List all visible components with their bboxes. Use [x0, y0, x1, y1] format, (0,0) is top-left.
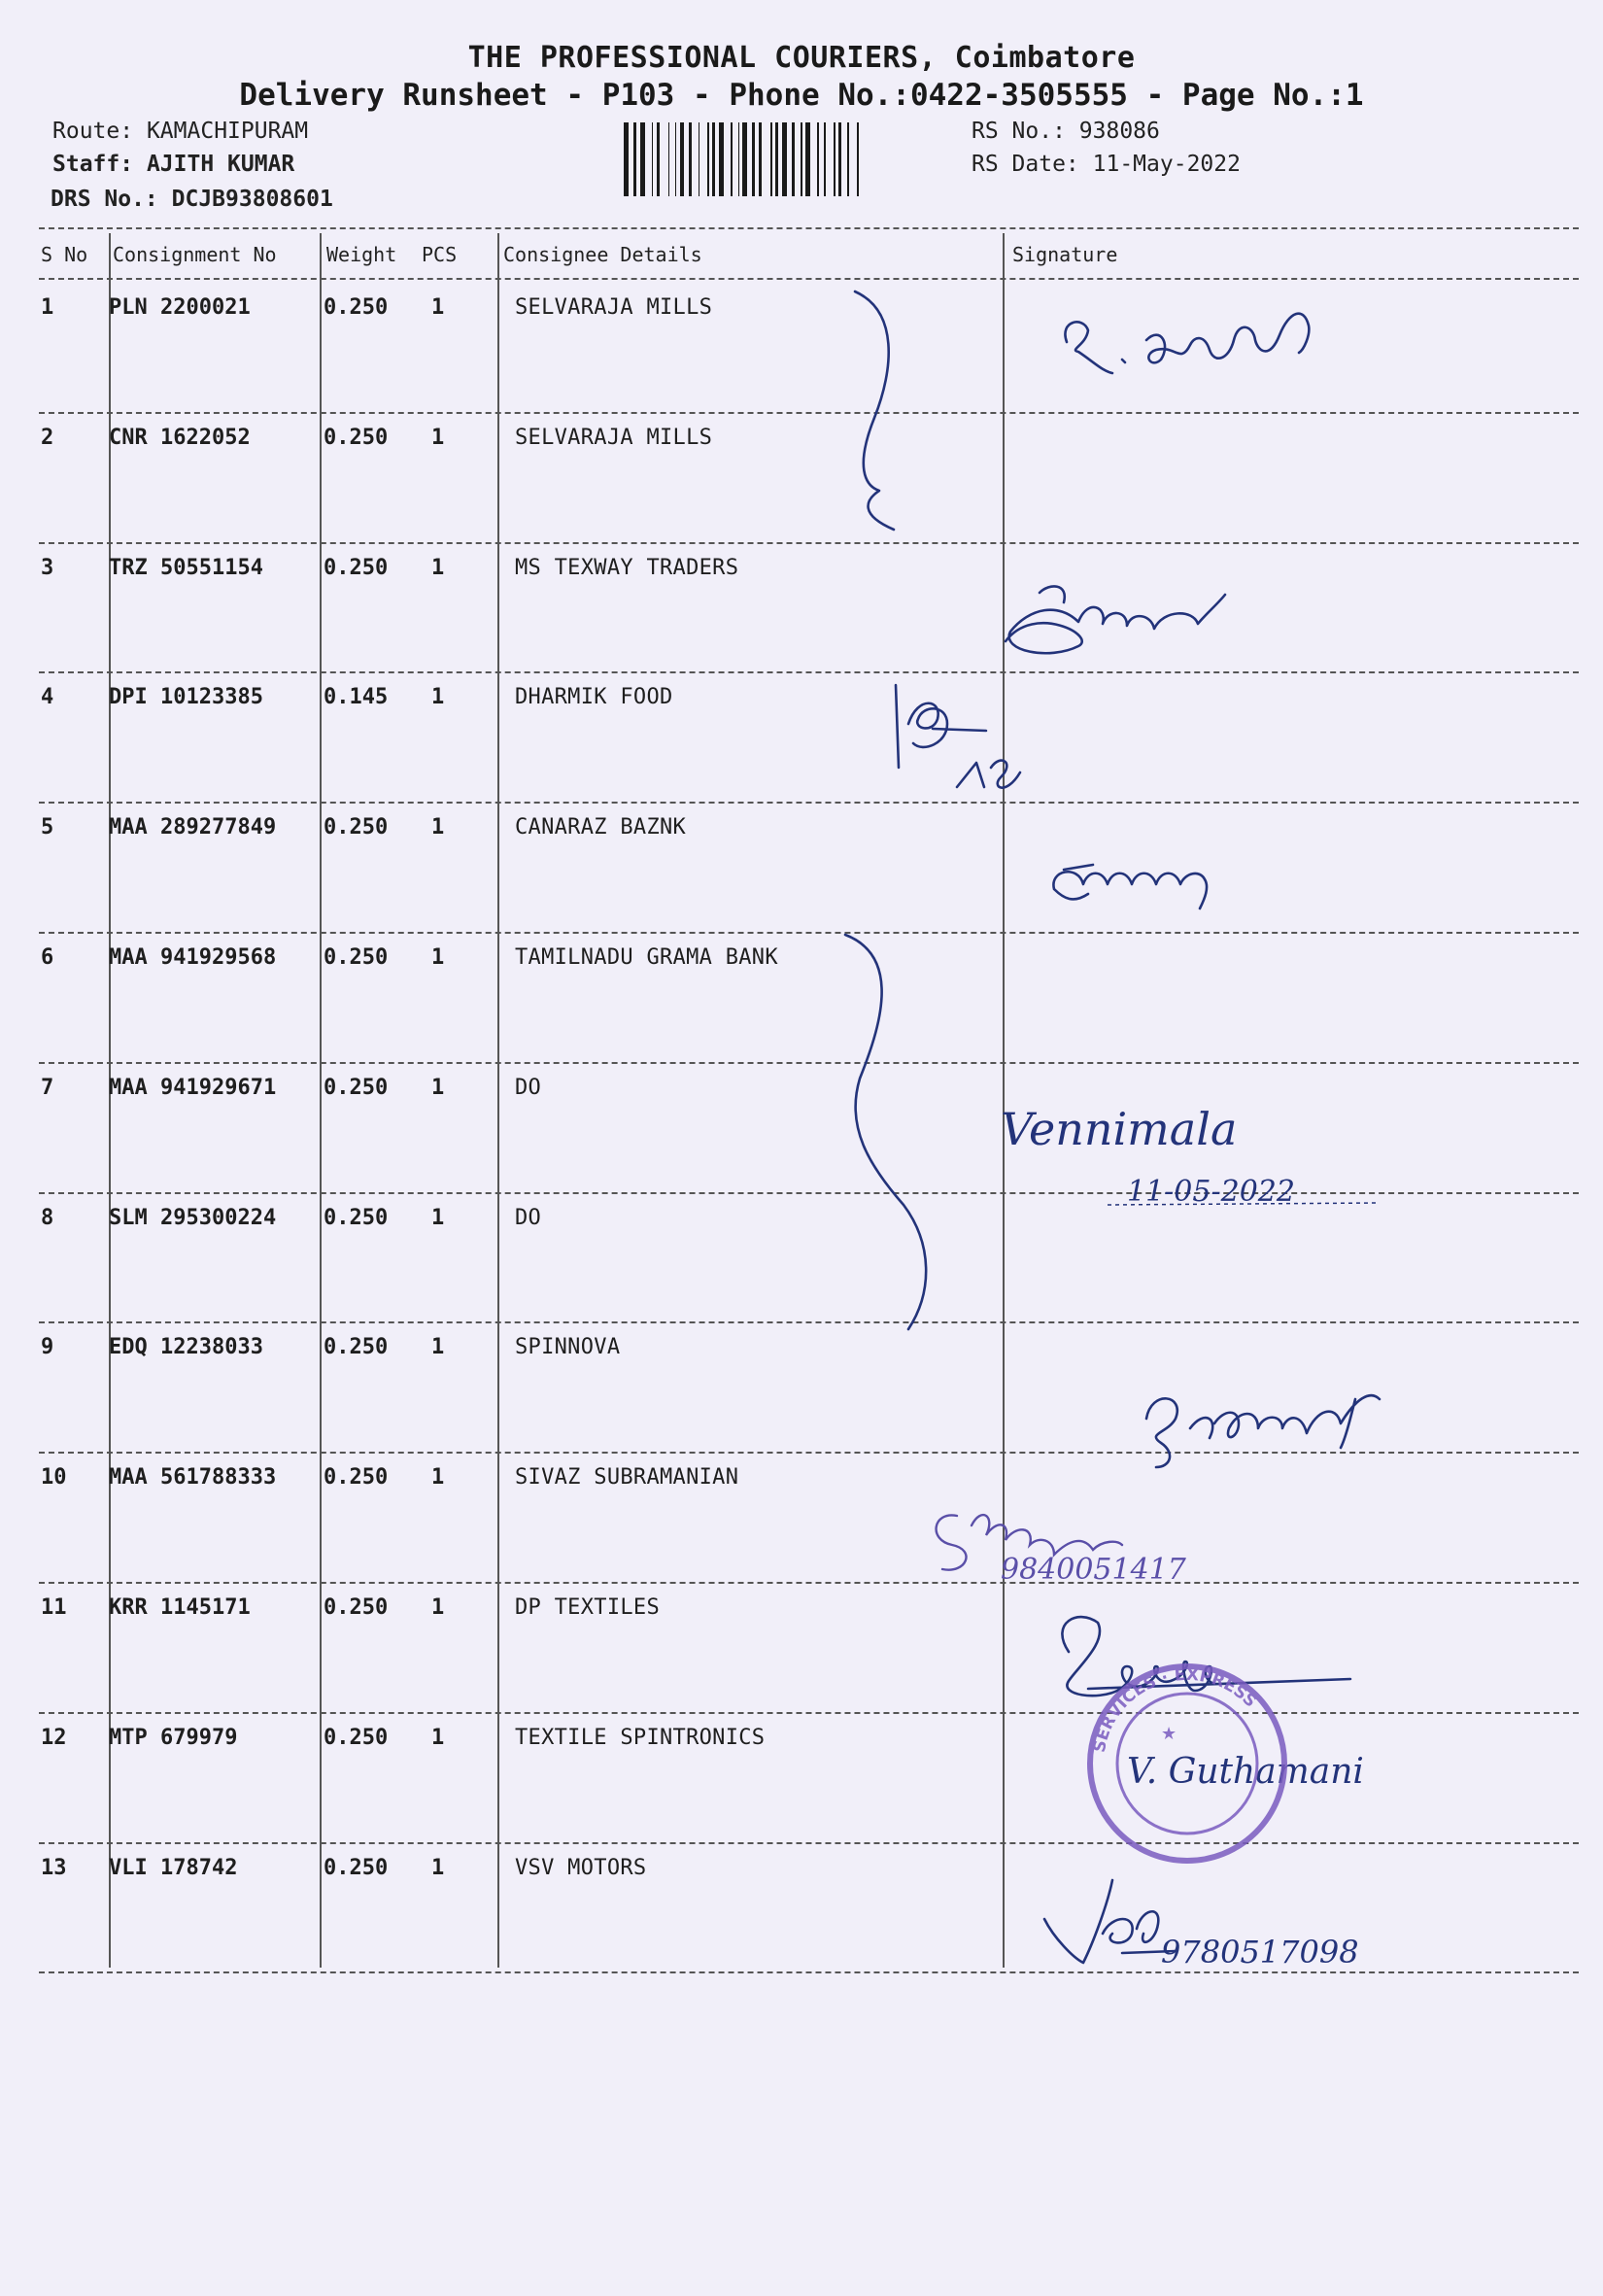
row-separator	[39, 1192, 1579, 1194]
rs-date-value: 11-May-2022	[1092, 152, 1241, 177]
row-consignment-no: MAA 941929568	[109, 945, 277, 970]
row-sno: 5	[41, 815, 54, 840]
row-weight: 0.250	[324, 425, 389, 450]
row-consignee: SELVARAJA MILLS	[515, 425, 713, 450]
stamp-star-icon: ★	[1161, 1724, 1177, 1744]
row-weight: 0.250	[324, 1335, 389, 1360]
row-weight: 0.145	[324, 685, 389, 710]
row-weight: 0.250	[324, 1075, 389, 1100]
row-weight: 0.250	[324, 1725, 389, 1750]
sig-row-4	[896, 685, 1020, 788]
route-label: Route:	[52, 119, 134, 144]
row-weight: 0.250	[324, 945, 389, 970]
company-title: THE PROFESSIONAL COURIERS, Coimbatore	[467, 41, 1136, 75]
barcode-bar	[640, 122, 645, 196]
barcode	[624, 122, 904, 196]
row-consignment-no: MAA 561788333	[109, 1465, 277, 1491]
row-consignee: SELVARAJA MILLS	[515, 295, 713, 320]
row-sno: 12	[41, 1725, 67, 1750]
row-weight: 0.250	[324, 1855, 389, 1880]
row-consignment-no: MAA 941929671	[109, 1075, 277, 1100]
row-pcs: 1	[431, 1075, 445, 1100]
staff-label: Staff:	[52, 152, 134, 177]
row-consignee: SIVAZ SUBRAMANIAN	[515, 1465, 739, 1491]
barcode-bar	[770, 122, 772, 196]
barcode-bar	[652, 122, 654, 196]
row-consignee: DP TEXTILES	[515, 1595, 660, 1620]
route-info	[52, 119, 308, 144]
brace-rows-1-2	[855, 291, 894, 530]
row-sno: 11	[41, 1595, 67, 1620]
sig-row-13	[1044, 1880, 1176, 1963]
col-sno: S No	[41, 243, 88, 266]
row-consignment-no: PLN 2200021	[109, 295, 251, 320]
rs-date-label: RS Date:	[972, 152, 1079, 177]
staff-info	[52, 152, 294, 177]
row-consignee: DHARMIK FOOD	[515, 685, 673, 710]
sig-row-3	[1006, 586, 1225, 653]
row-pcs: 1	[431, 1205, 445, 1230]
rs-no-info	[972, 119, 1160, 144]
barcode-bar	[624, 122, 629, 196]
row-separator	[39, 1452, 1579, 1454]
row-pcs: 1	[431, 1855, 445, 1880]
row-pcs: 1	[431, 945, 445, 970]
row-sno: 4	[41, 685, 54, 710]
brace-rows-6-8	[845, 935, 926, 1329]
row-consignee: SPINNOVA	[515, 1335, 621, 1360]
col-rule-1	[109, 233, 111, 1968]
barcode-bar	[657, 122, 660, 196]
barcode-bar	[680, 122, 685, 196]
table-top-rule	[39, 227, 1579, 229]
col-weight: Weight	[326, 243, 397, 266]
row-weight: 0.250	[324, 555, 389, 580]
row-consignee: DO	[515, 1205, 542, 1230]
date-underline	[1108, 1203, 1380, 1205]
barcode-bar	[668, 122, 670, 196]
row-pcs: 1	[431, 295, 445, 320]
col-rule-4	[1003, 233, 1005, 1968]
barcode-bar	[834, 122, 836, 196]
barcode-bar	[633, 122, 636, 196]
drs-info	[51, 187, 333, 212]
row-consignee: MS TEXWAY TRADERS	[515, 555, 739, 580]
barcode-bar	[719, 122, 724, 196]
sig-row-7-name: Vennimala	[1001, 1103, 1238, 1155]
row-separator	[39, 542, 1579, 544]
row-sno: 6	[41, 945, 54, 970]
route-value: KAMACHIPURAM	[146, 119, 309, 144]
barcode-bar	[817, 122, 819, 196]
col-rule-3	[497, 233, 499, 1968]
sig-row-9	[1146, 1395, 1380, 1467]
row-separator	[39, 1582, 1579, 1584]
sig-row-10	[937, 1515, 1122, 1570]
rs-no-label: RS No.:	[972, 119, 1066, 144]
barcode-bar	[738, 122, 740, 196]
header-bottom-rule	[39, 278, 1579, 280]
row-separator	[39, 1712, 1579, 1714]
sig-row-12-name: V. Guthamani	[1127, 1752, 1364, 1792]
row-pcs: 1	[431, 1725, 445, 1750]
barcode-bar	[801, 122, 802, 196]
row-sno: 9	[41, 1335, 54, 1360]
row-separator	[39, 932, 1579, 934]
barcode-bar	[857, 122, 859, 196]
row-sno: 1	[41, 295, 54, 320]
row-weight: 0.250	[324, 295, 389, 320]
barcode-bar	[759, 122, 762, 196]
row-sno: 10	[41, 1465, 67, 1491]
row-pcs: 1	[431, 1595, 445, 1620]
barcode-bar	[805, 122, 810, 196]
row-separator	[39, 802, 1579, 804]
row-separator	[39, 412, 1579, 414]
barcode-bar	[792, 122, 795, 196]
drs-label: DRS No.:	[51, 187, 158, 212]
row-consignment-no: DPI 10123385	[109, 685, 263, 710]
col-consignment: Consignment No	[113, 243, 277, 266]
company-stamp	[1090, 1665, 1284, 1861]
row-sno: 2	[41, 425, 54, 450]
row-consignment-no: EDQ 12238033	[109, 1335, 263, 1360]
barcode-bar	[847, 122, 849, 196]
staff-value: AJITH KUMAR	[146, 152, 295, 177]
stamp-text: SERVICES · EXPRESS	[1089, 1664, 1261, 1755]
row-pcs: 1	[431, 1465, 445, 1491]
row-weight: 0.250	[324, 1465, 389, 1491]
row-sno: 7	[41, 1075, 54, 1100]
row-separator	[39, 1321, 1579, 1323]
col-consignee: Consignee Details	[503, 243, 702, 266]
sig-row-5	[1053, 865, 1207, 908]
row-separator	[39, 1842, 1579, 1844]
row-sno: 3	[41, 555, 54, 580]
row-weight: 0.250	[324, 815, 389, 840]
barcode-bar	[775, 122, 778, 196]
row-consignment-no: CNR 1622052	[109, 425, 251, 450]
row-pcs: 1	[431, 815, 445, 840]
row-pcs: 1	[431, 685, 445, 710]
barcode-bar	[707, 122, 709, 196]
row-pcs: 1	[431, 1335, 445, 1360]
sig-row-13-phone: 9780517098	[1161, 1934, 1359, 1970]
row-consignment-no: MTP 679979	[109, 1725, 238, 1750]
sig-row-10-phone: 9840051417	[1001, 1553, 1186, 1587]
row-weight: 0.250	[324, 1595, 389, 1620]
svg-text:SERVICES · EXPRESS	[1090, 1665, 1260, 1754]
rs-no-value: 938086	[1078, 119, 1160, 144]
col-rule-2	[320, 233, 322, 1968]
row-consignee: DO	[515, 1075, 542, 1100]
row-consignment-no: TRZ 50551154	[109, 555, 263, 580]
barcode-bar	[699, 122, 700, 196]
sig-row-1	[1065, 314, 1309, 373]
row-weight: 0.250	[324, 1205, 389, 1230]
col-pcs: PCS	[422, 243, 458, 266]
sig-row-11	[1062, 1617, 1350, 1696]
barcode-bar	[824, 122, 826, 196]
row-consignee: TAMILNADU GRAMA BANK	[515, 945, 778, 970]
barcode-bar	[782, 122, 787, 196]
row-consignee: VSV MOTORS	[515, 1855, 647, 1880]
row-consignment-no: MAA 289277849	[109, 815, 277, 840]
runsheet-subtitle: Delivery Runsheet - P103 - Phone No.:0422-3505555 - Page No.:1	[239, 78, 1364, 113]
barcode-bar	[838, 122, 841, 196]
row-pcs: 1	[431, 425, 445, 450]
barcode-bar	[675, 122, 677, 196]
sig-row-7-date: 11-05-2022	[1127, 1175, 1295, 1209]
drs-value: DCJB93808601	[171, 187, 333, 212]
rs-date-info	[972, 152, 1241, 177]
row-separator	[39, 1062, 1579, 1064]
col-signature: Signature	[1012, 243, 1118, 266]
row-consignee: CANARAZ BAZNK	[515, 815, 687, 840]
barcode-bar	[752, 122, 755, 196]
row-sno: 13	[41, 1855, 67, 1880]
row-consignment-no: SLM 295300224	[109, 1205, 277, 1230]
barcode-bar	[689, 122, 692, 196]
row-separator	[39, 671, 1579, 673]
row-pcs: 1	[431, 555, 445, 580]
row-consignment-no: VLI 178742	[109, 1855, 238, 1880]
barcode-bar	[742, 122, 747, 196]
row-consignee: TEXTILE SPINTRONICS	[515, 1725, 766, 1750]
row-sno: 8	[41, 1205, 54, 1230]
barcode-bar	[712, 122, 715, 196]
row-separator	[39, 1971, 1579, 1973]
barcode-bar	[731, 122, 733, 196]
row-consignment-no: KRR 1145171	[109, 1595, 251, 1620]
